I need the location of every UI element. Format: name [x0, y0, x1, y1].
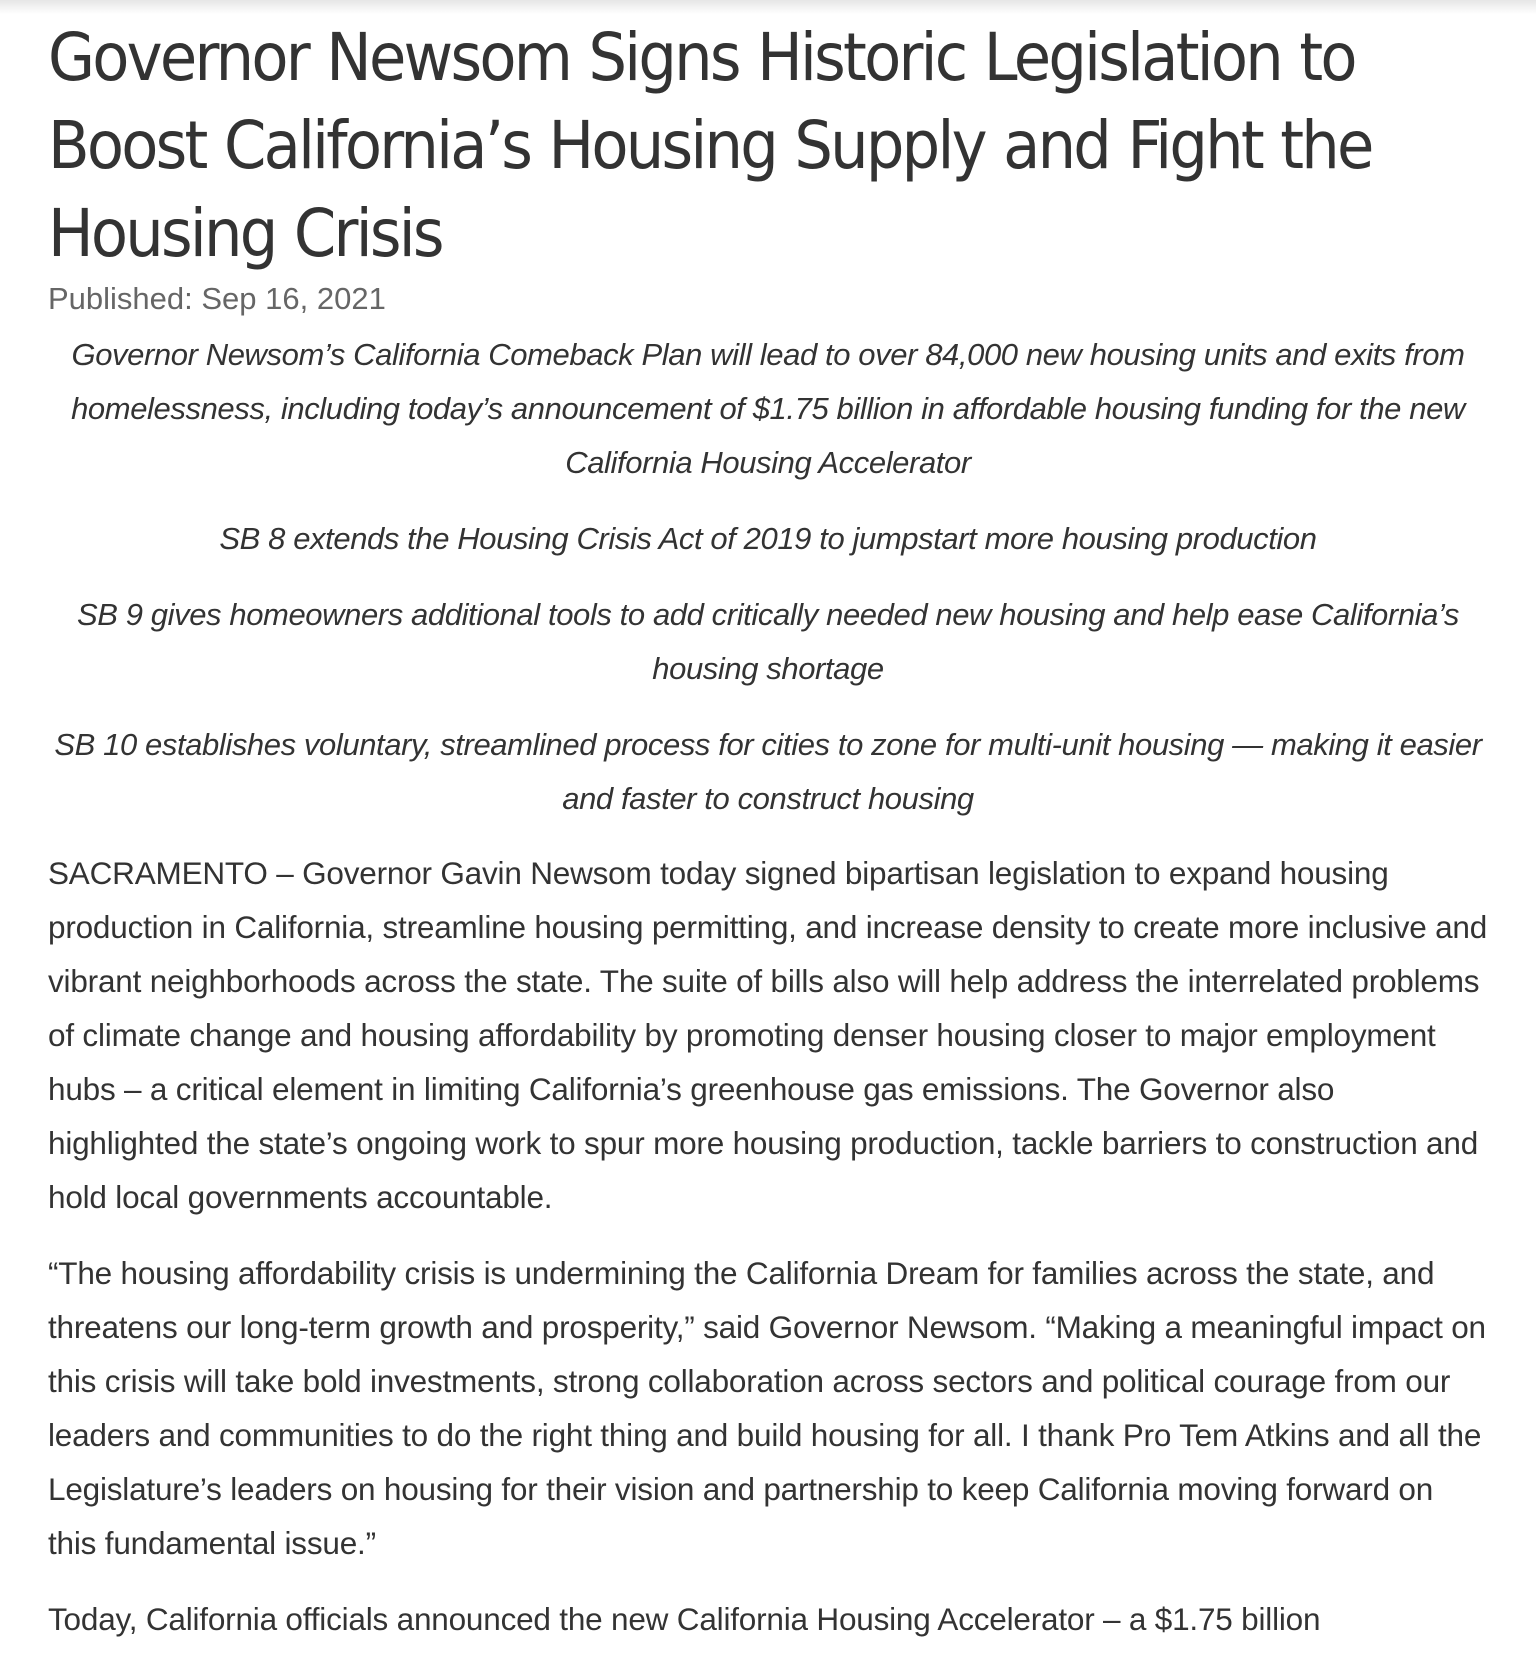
published-date: Published: Sep 16, 2021 — [48, 281, 386, 316]
body-paragraph-3: Today, California officials announced the new California Housing Accelerator – a $1.75 billion — [48, 1601, 1321, 1637]
subhead-sb9: SB 9 gives homeowners additional tools to add critically needed new housing and help ease California’s housing shortage — [76, 597, 1460, 686]
subhead-comeback-plan: Governor Newsom’s California Comeback Plan will lead to over 84,000 new housing units and exits from homelessness, including today’s announcement of $1.75 billion in affordable housing funding for the new California Housing Accelerator — [71, 337, 1465, 480]
subhead-sb8: SB 8 extends the Housing Crisis Act of 2019 to jumpstart more housing production — [219, 521, 1317, 556]
body-paragraph-2: “The housing affordability crisis is undermining the California Dream for families across the state, and threatens our long-term growth and prosperity,” said Governor Newsom. “Making a meaningful impact on this crisis will take bold investments, strong collaboration across sectors and political courage from our leaders and communities to do the right thing and build housing for all. I thank Pro Tem Atkins and all the Legislature’s leaders on housing for their vision and partnership to keep California moving forward on this fundamental issue.” — [48, 1255, 1486, 1561]
article-title: Governor Newsom Signs Historic Legislation to Boost California’s Housing Supply and Fight the Housing Crisis — [48, 19, 1372, 272]
subhead-sb10: SB 10 establishes voluntary, streamlined process for cities to zone for multi-unit housing — making it easier and faster to construct housing — [54, 727, 1482, 816]
article — [48, 14, 1488, 1646]
body-paragraph-1: SACRAMENTO – Governor Gavin Newsom today signed bipartisan legislation to expand housing production in California, streamline housing permitting, and increase density to create more inclusive and vibrant neighborhoods across the state. The suite of bills also will help address the interrelated problems of climate change and housing affordability by promoting denser housing closer to major employment hubs – a critical element in limiting California’s greenhouse gas emissions. The Governor also highlighted the state’s ongoing work to spur more housing production, tackle barriers to construction and hold local governments accountable. — [48, 855, 1488, 1215]
top-shadow — [0, 0, 1536, 14]
